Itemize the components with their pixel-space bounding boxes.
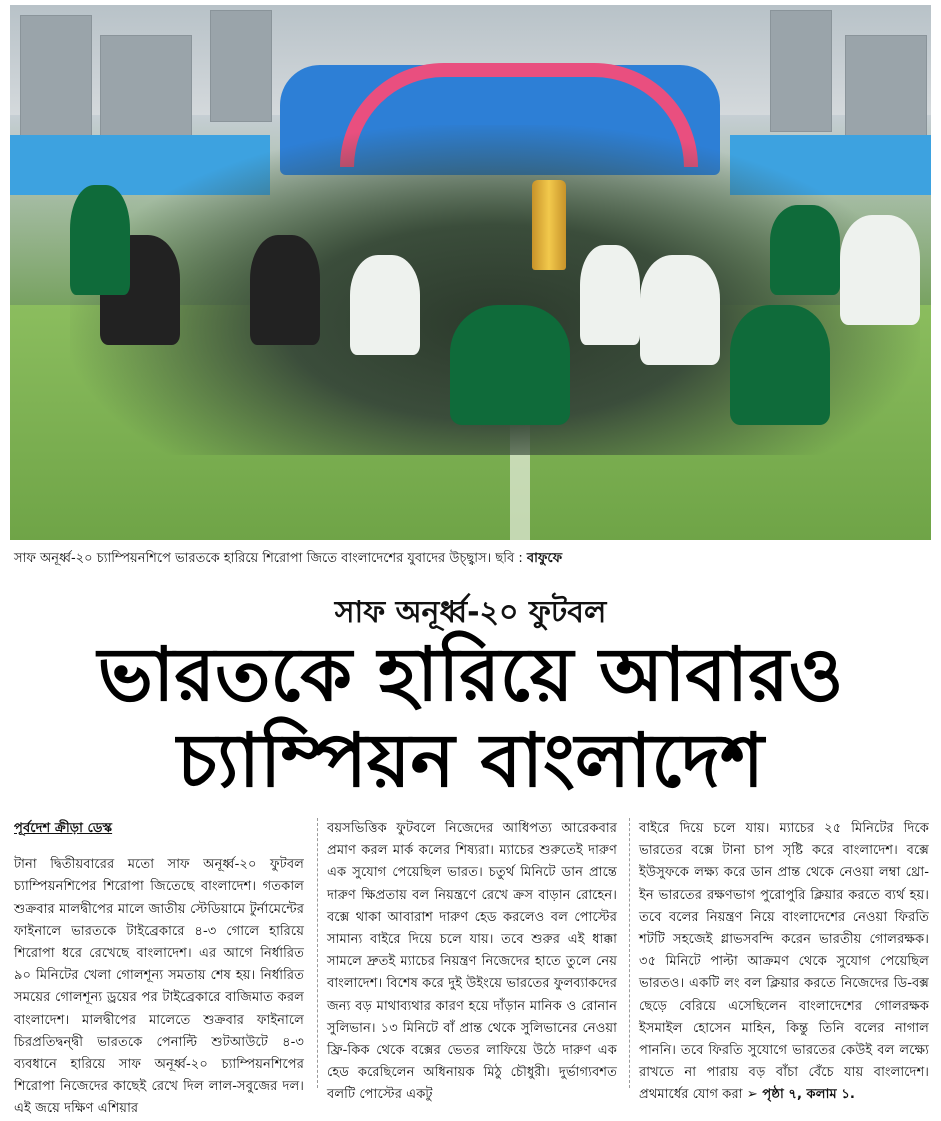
photo-flag <box>70 185 130 295</box>
photo-player <box>730 305 830 425</box>
photo-trophy <box>532 180 566 270</box>
photo-building <box>845 35 927 137</box>
photo-player <box>250 235 320 345</box>
article-column-3 <box>639 818 929 1107</box>
column-3-text: বাইরে দিয়ে চলে যায়। ম্যাচের ২৫ মিনিটের দিকে ভারতের বক্সে টানা চাপ সৃষ্টি করে বাংলাদেশ। বক্সে ইউসুফকে লক্ষ্য করে ডান প্রান্ত থেকে নেওয়া লম্বা থ্রো-ইন ভারতের রক্ষণভাগ পুরোপুরি ক্লিয়ার করতে ব্যর্থ হয়। তবে বলের নিয়ন্ত্রণ নিয়ে বাংলাদেশের নেওয়া ফিরতি শটটি সহজেই গ্লাভসবন্দি করেন ভারতীয় গোলরক্ষক। ৩৫ মিনিটে পাল্টা আক্রমণ থেকে সুযোগ পেয়েছিল ভারতও। একটি লং বল ক্লিয়ার করতে নিজেদের ডি-বক্স ছেড়ে বেরিয়ে এসেছিলেন বাংলাদেশের গোলরক্ষক ইসমাইল হোসেন মাহিন, কিন্তু তিনি বলের নাগাল পাননি। তবে ফিরতি সুযোগে ভারতের কেউই বল লক্ষ্যে রাখতে না পারায় বড় বাঁচা বেঁচে যায় বাংলাদেশ। প্রথমার্ধের যোগ করা <box>639 821 929 1103</box>
byline: পূর্বদেশ ক্রীড়া ডেস্ক <box>14 821 113 836</box>
column-divider <box>629 818 630 1088</box>
photo-credit: বাফুফে <box>526 551 563 566</box>
column-1-text: টানা দ্বিতীয়বারের মতো সাফ অনূর্ধ্ব-২০ ফুটবল চ্যাম্পিয়নশিপের শিরোপা জিতেছে বাংলাদেশ। গতকাল শুক্রবার মালদ্বীপের মালে জাতীয় স্টেডিয়ামে টুর্নামেন্টের ফাইনালে ভারতকে টাইব্রেকারে ৪-৩ গোলে হারিয়ে শিরোপা ধরে রেখেছে বাংলাদেশ। এর আগে নির্ধারিত ৯০ মিনিটের খেলা গোলশূন্য সমতায় শেষ হয়। নির্ধারিত সময়ের গোলশূন্য ড্রয়ের পর টাইব্রেকারে বাজিমাত করল বাংলাদেশ। মালদ্বীপের মালেতে শুক্রবার ফাইনালে চিরপ্রতিদ্বন্দ্বী ভারতকে পেনাল্টি শুটআউটে ৪-৩ ব্যবধানে হারিয়ে সাফ অনূর্ধ্ব-২০ চ্যাম্পিয়নশিপের শিরোপা নিজেদের কাছেই রেখে দিল লাল-সবুজের দল। এই জয়ে দক্ষিণ এশিয়ার <box>14 857 304 1117</box>
continued-on-link[interactable]: ➢ পৃষ্ঠা ৭, কলাম ১. <box>746 1087 855 1103</box>
article-headline <box>0 632 941 804</box>
photo-caption <box>14 549 929 570</box>
photo-player <box>580 245 640 345</box>
photo-player <box>640 255 720 365</box>
photo-flag <box>770 205 840 295</box>
photo-building <box>770 10 832 132</box>
photo-player <box>450 305 570 425</box>
headline-line-1: ভারতকে হারিয়ে আবারও <box>97 632 844 718</box>
team-celebration-photo <box>10 5 931 540</box>
photo-player <box>840 215 920 325</box>
article-column-2 <box>327 818 617 1107</box>
photo-player <box>350 255 420 355</box>
caption-text: সাফ অনূর্ধ্ব-২০ চ্যাম্পিয়নশিপে ভারতকে হারিয়ে শিরোপা জিতে বাংলাদেশের যুবাদের উচ্ছ্বাস। ছবি : <box>14 551 523 566</box>
column-2-text: বয়সভিত্তিক ফুটবলে নিজেদের আধিপত্য আরেকবার প্রমাণ করল মার্ক কলের শিষ্যরা। ম্যাচের শুরুতেই দারুণ এক সুযোগ পেয়েছিল ভারত। চতুর্থ মিনিটে ডান প্রান্তে দারুণ ক্ষিপ্রতায় বল নিয়ন্ত্রণে রেখে ক্রস বাড়ান রোহেন। বক্সে থাকা আবারাশ দারুণ হেড করলেও বল পোস্টের সামান্য বাইরে দিয়ে চলে যায়। তবে শুরুর এই ধাক্কা সামলে দ্রুতই ম্যাচের নিয়ন্ত্রণ নিজেদের হাতে তুলে নেয় বাংলাদেশ। বিশেষ করে দুই উইংয়ে ভারতের ফুলব্যাকদের জন্য বড় মাথাব্যথার কারণ হয়ে দাঁড়ান মানিক ও রোনান সুলিভান। ১৩ মিনিটে বাঁ প্রান্ত থেকে সুলিভানের নেওয়া ফ্রি-কিক থেকে বক্সের ভেতর লাফিয়ে উঠে দারুণ এক হেড করেছিলেন অধিনায়ক মিঠু চৌধুরী। দুর্ভাগ্যবশত বলটি পোস্টের একটু <box>327 821 617 1103</box>
photo-building <box>210 10 272 122</box>
headline-line-2: চ্যাম্পিয়ন বাংলাদেশ <box>177 718 764 804</box>
column-divider <box>317 818 318 1088</box>
article-column-1 <box>14 818 304 1121</box>
article-kicker: সাফ অনূর্ধ্ব-২০ ফুটবল <box>334 595 607 630</box>
